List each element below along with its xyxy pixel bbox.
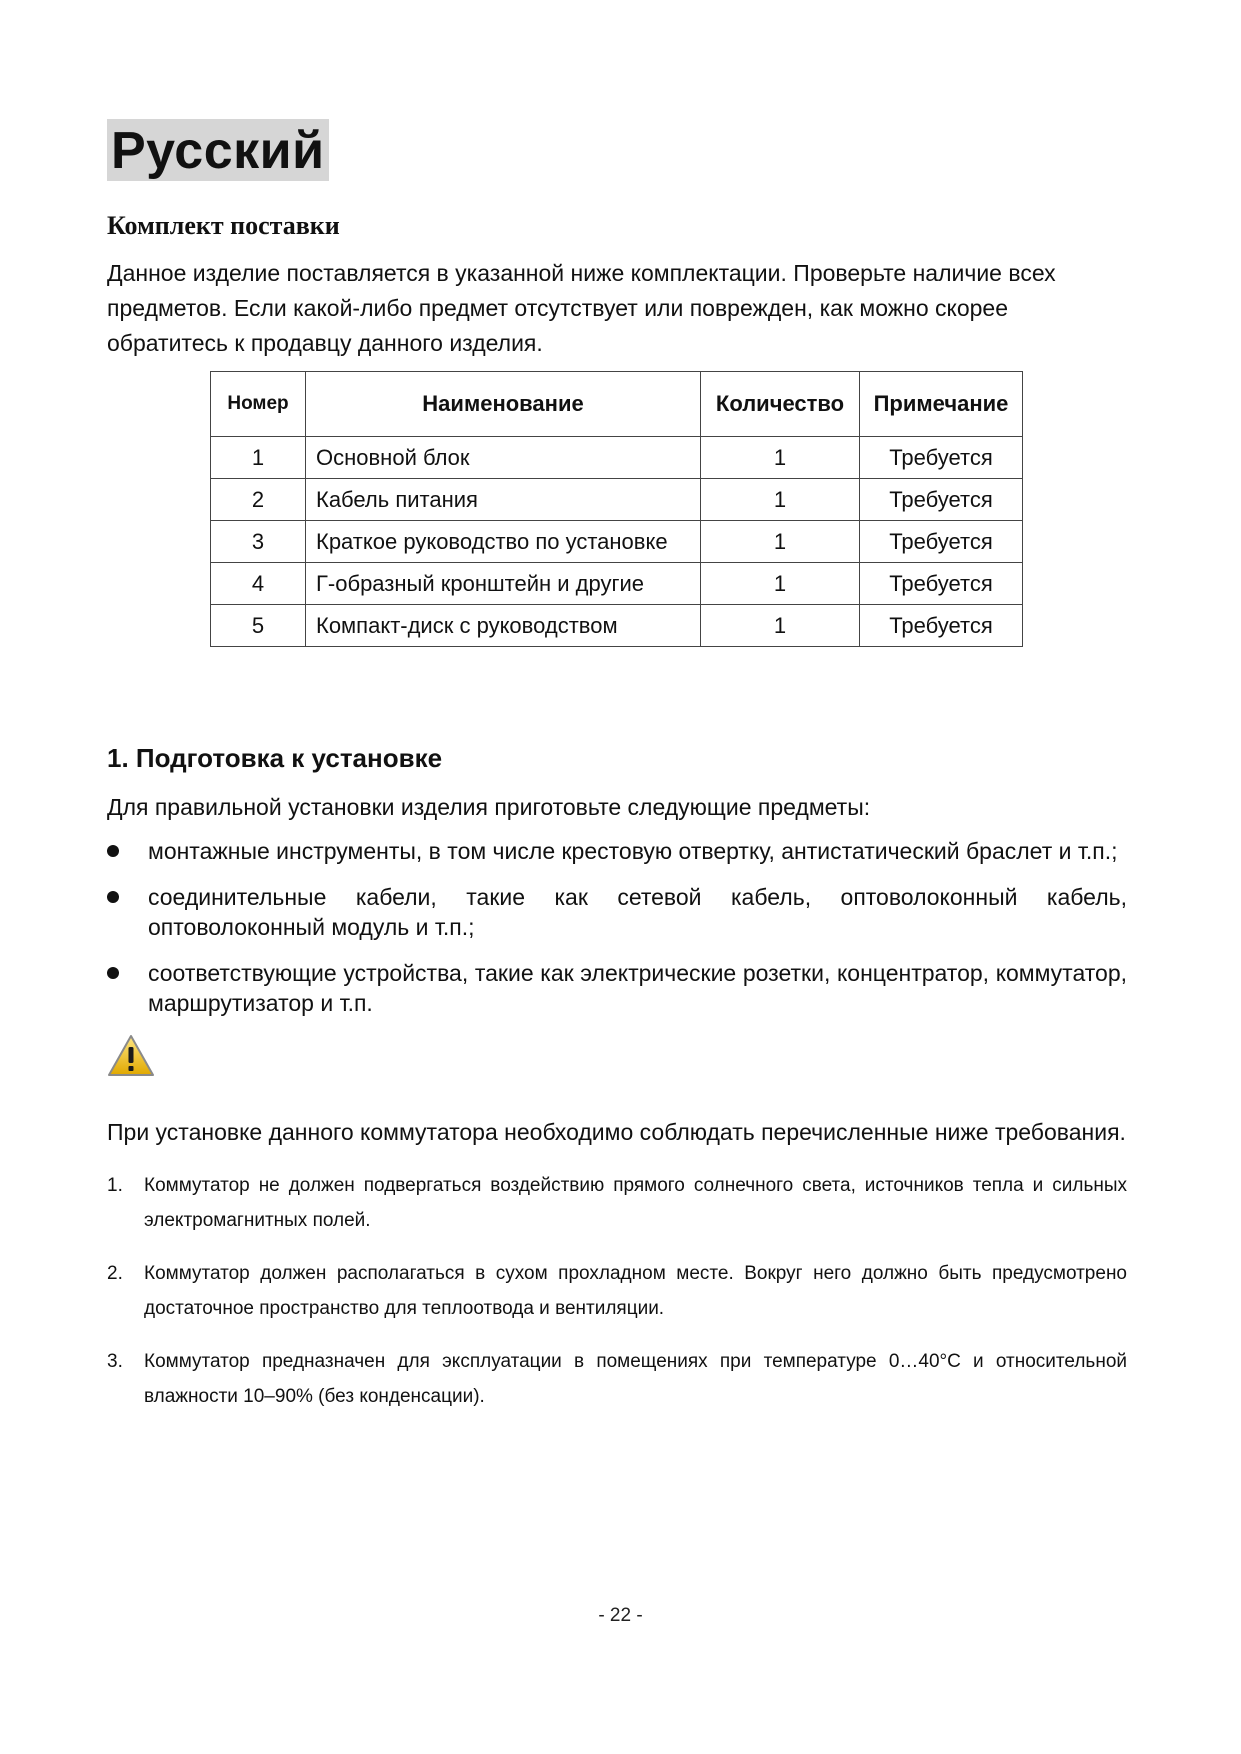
list-number: 2.	[107, 1263, 123, 1284]
list-item	[107, 1168, 1127, 1238]
cell-note: Требуется	[860, 521, 1023, 563]
page-number: - 22 -	[598, 1605, 643, 1626]
list-text: Коммутатор не должен подвергаться воздействию прямого солнечного света, источников тепла и сильных электромагнитных полей.	[144, 1175, 1127, 1231]
cell-note: Требуется	[860, 479, 1023, 521]
cell-name: Г-образный кронштейн и другие	[306, 563, 701, 605]
cell-quantity: 1	[701, 521, 860, 563]
header-name: Наименование	[306, 372, 701, 437]
list-text: Коммутатор предназначен для эксплуатации в помещениях при температуре 0…40°C и относительной влажности 10–90% (без конденсации).	[144, 1351, 1127, 1407]
list-text: Коммутатор должен располагаться в сухом прохладном месте. Вокруг него должно быть предусмотрено достаточное пространство для теплоотвода и вентиляции.	[144, 1263, 1127, 1319]
prep-heading: 1. Подготовка к установке	[107, 743, 443, 773]
cell-name: Кабель питания	[306, 479, 701, 521]
cell-number: 2	[211, 479, 306, 521]
bullet-icon	[107, 891, 119, 903]
package-heading: Комплект поставки	[107, 211, 340, 240]
cell-note: Требуется	[860, 605, 1023, 647]
bullet-text: соответствующие устройства, такие как электрические розетки, концентратор, коммутатор, маршрутизатор и т.п.	[148, 960, 1127, 1016]
cell-quantity: 1	[701, 605, 860, 647]
cell-name: Компакт-диск с руководством	[306, 605, 701, 647]
list-number: 1.	[107, 1175, 123, 1196]
prep-bullet-list	[107, 836, 1127, 1034]
prep-intro: Для правильной установки изделия приготовьте следующие предметы:	[107, 794, 871, 820]
cell-number: 3	[211, 521, 306, 563]
requirements-list	[107, 1168, 1127, 1432]
cell-number: 4	[211, 563, 306, 605]
bullet-icon	[107, 967, 119, 979]
list-number: 3.	[107, 1351, 123, 1372]
table-row	[211, 563, 1023, 605]
language-title: Русский	[107, 119, 329, 181]
cell-number: 5	[211, 605, 306, 647]
package-table	[210, 371, 1023, 647]
table-row	[211, 479, 1023, 521]
cell-quantity: 1	[701, 437, 860, 479]
cell-name: Основной блок	[306, 437, 701, 479]
bullet-text: монтажные инструменты, в том числе крестовую отвертку, антистатический браслет и т.п.;	[148, 838, 1118, 864]
list-item	[107, 836, 1127, 866]
cell-name: Краткое руководство по установке	[306, 521, 701, 563]
table-header-row	[211, 372, 1023, 437]
bullet-icon	[107, 845, 119, 857]
list-item	[107, 1256, 1127, 1326]
table-row	[211, 521, 1023, 563]
list-item	[107, 1344, 1127, 1414]
cell-quantity: 1	[701, 563, 860, 605]
cell-number: 1	[211, 437, 306, 479]
list-item	[107, 958, 1127, 1018]
cell-note: Требуется	[860, 563, 1023, 605]
warning-triangle-icon	[107, 1034, 155, 1078]
table-row	[211, 605, 1023, 647]
cell-note: Требуется	[860, 437, 1023, 479]
header-quantity: Количество	[701, 372, 860, 437]
header-note: Примечание	[860, 372, 1023, 437]
requirements-intro: При установке данного коммутатора необходимо соблюдать перечисленные ниже требования.	[107, 1119, 1126, 1145]
list-item	[107, 882, 1127, 942]
table-row	[211, 437, 1023, 479]
cell-quantity: 1	[701, 479, 860, 521]
package-intro: Данное изделие поставляется в указанной ниже комплектации. Проверьте наличие всех предметов. Если какой-либо предмет отсутствует или поврежден, как можно скорее обратитесь к продавцу данного изделия.	[107, 260, 1056, 356]
bullet-text: соединительные кабели, такие как сетевой кабель, оптоволоконный кабель, оптоволоконный модуль и т.п.;	[148, 884, 1127, 940]
header-number: Номер	[211, 372, 306, 437]
